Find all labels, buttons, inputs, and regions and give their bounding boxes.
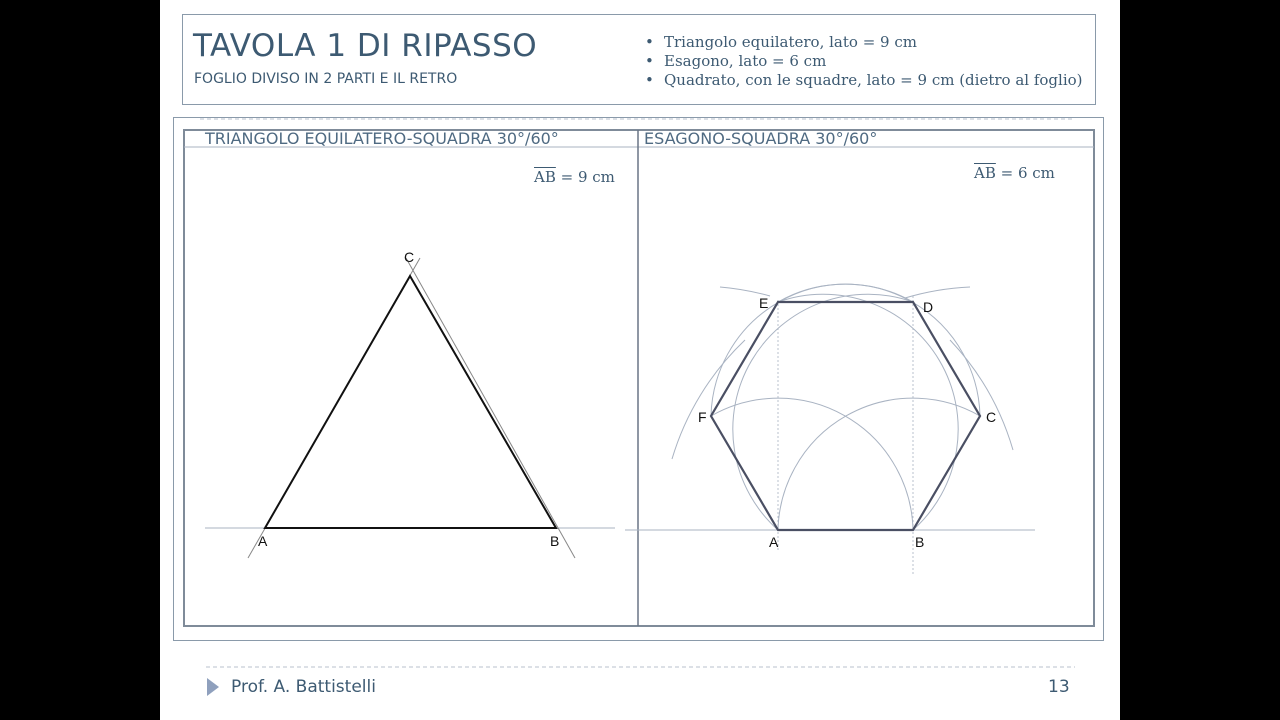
segment-length: = 6 cm — [995, 164, 1055, 182]
point-label-c: C — [404, 249, 415, 265]
construction-arc — [733, 294, 913, 530]
equilateral-triangle — [265, 276, 556, 528]
bullet-item: • Triangolo equilatero, lato = 9 cm — [645, 33, 1083, 52]
panel-title-hexagon: ESAGONO-SQUADRA 30°/60° — [644, 129, 878, 148]
point-label-a: A — [258, 533, 268, 549]
bullet-item: • Quadrato, con le squadre, lato = 9 cm (dietro al foglio) — [645, 71, 1083, 90]
footer-author: Prof. A. Battistelli — [231, 677, 376, 697]
construction-arc — [711, 398, 913, 530]
triangle-construction — [205, 249, 615, 558]
point-label-e: E — [759, 295, 769, 311]
construction-line-b — [406, 258, 575, 558]
segment-name: $\overline{AB}$ — [534, 168, 556, 186]
drawing-canvas — [160, 0, 1120, 720]
construction-arc — [905, 287, 970, 298]
construction-arc — [711, 284, 913, 416]
point-label-f: F — [698, 409, 707, 425]
point-label-b: B — [550, 533, 560, 549]
segment-name: $\overline{AB}$ — [974, 164, 996, 182]
construction-arc — [778, 284, 980, 416]
construction-arc — [672, 340, 745, 459]
segment-measure-right — [974, 164, 1055, 182]
slide-subtitle: FOGLIO DIVISO IN 2 PARTI E IL RETRO — [194, 71, 458, 87]
construction-arc — [778, 398, 980, 530]
construction-arc — [950, 340, 1013, 450]
construction-arc — [778, 294, 958, 530]
point-label-a: A — [769, 534, 779, 550]
segment-length: = 9 cm — [555, 168, 615, 186]
play-arrow-icon — [207, 678, 219, 696]
segment-measure-left — [534, 168, 615, 186]
bullet-item: • Esagono, lato = 6 cm — [645, 52, 1083, 71]
point-label-d: D — [923, 299, 934, 315]
page-number: 13 — [1048, 677, 1070, 697]
point-label-b: B — [915, 534, 925, 550]
panel-title-triangle: TRIANGOLO EQUILATERO-SQUADRA 30°/60° — [205, 129, 559, 148]
hexagon-construction — [625, 284, 1035, 574]
point-label-c: C — [986, 409, 997, 425]
slide-title: TAVOLA 1 DI RIPASSO — [193, 28, 538, 64]
slide — [160, 0, 1120, 720]
